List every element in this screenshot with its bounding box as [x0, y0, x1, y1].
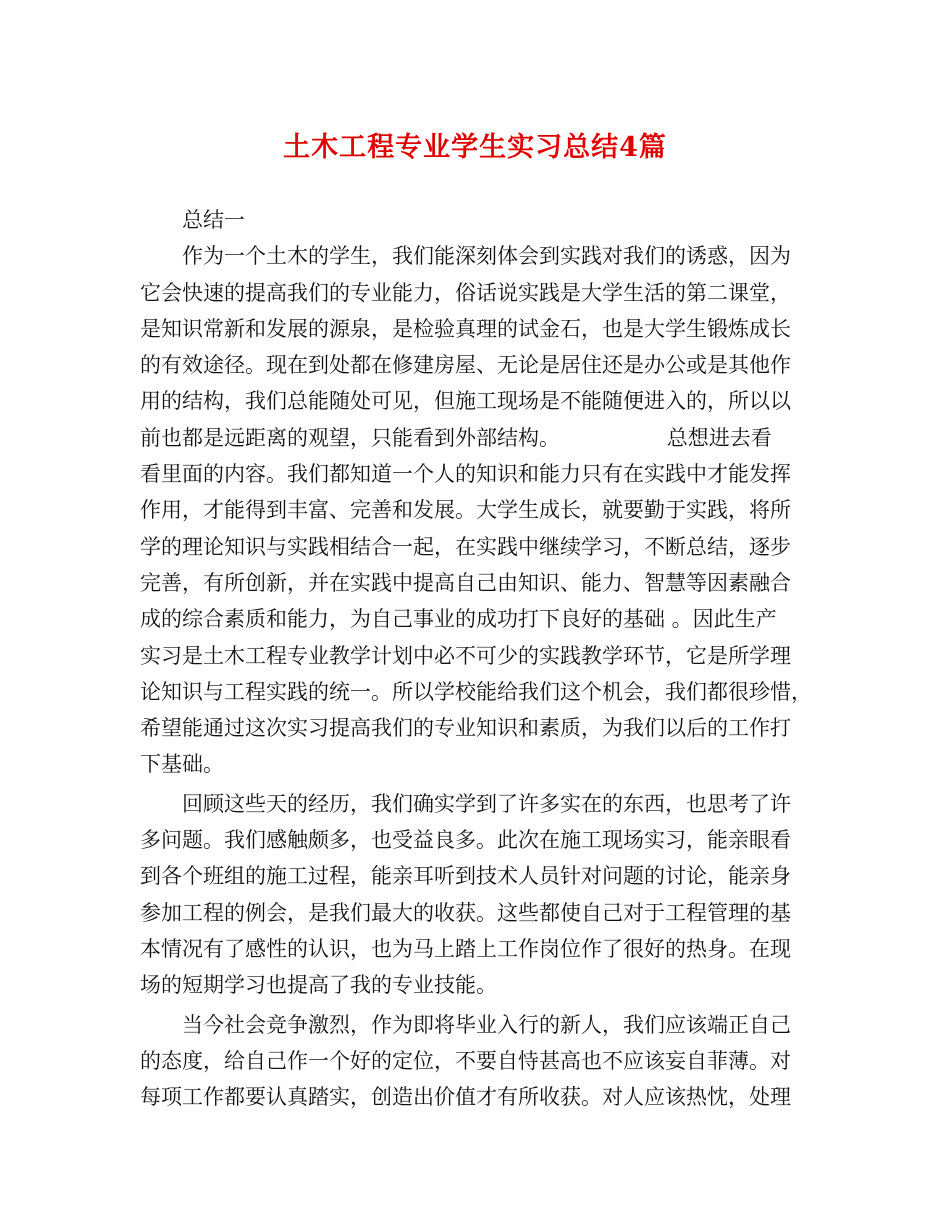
body-line: 每项工作都要认真踏实，创造出价值才有所收获。对人应该热忱，处理: [140, 1085, 791, 1110]
body-line: 当今社会竞争激烈，作为即将毕业入行的新人，我们应该端正自己: [182, 1012, 791, 1037]
body-line: 作为一个土木的学生，我们能深刻体会到实践对我们的诱惑，因为: [182, 244, 791, 269]
body-line: 的态度，给自己作一个好的定位，不要自恃甚高也不应该妄自菲薄。对: [140, 1048, 791, 1073]
body-line: 实习是土木工程专业教学计划中必不可少的实践教学环节，它是所学理: [140, 643, 791, 668]
body-line: 成的综合素质和能力，为自己事业的成功打下良好的基础 。因此生产: [140, 607, 777, 632]
body-line: 希望能通过这次实习提高我们的专业知识和素质，为我们以后的工作打: [140, 716, 791, 741]
body-line: 回顾这些天的经历，我们确实学到了许多实在的东西，也思考了许: [182, 791, 791, 816]
body-line: 论知识与工程实践的统一。所以学校能给我们这个机会，我们都很珍惜，: [140, 679, 812, 704]
body-line: 场的短期学习也提高了我的专业技能。: [140, 973, 497, 998]
document-title: 土木工程专业学生实习总结4篇: [283, 132, 667, 163]
body-line: 的有效途径。现在到处都在修建房屋、无论是居住还是办公或是其他作: [140, 353, 791, 378]
body-line: 参加工程的例会，是我们最大的收获。这些都使自己对于工程管理的基: [140, 900, 791, 925]
body-line: 前也都是远距离的观望，只能看到外部结构。 总想进去看: [140, 425, 772, 450]
body-line: 看里面的内容。我们都知道一个人的知识和能力只有在实践中才能发挥: [140, 462, 791, 487]
document-body: [140, 202, 820, 1115]
section-heading: 总结一: [182, 208, 245, 232]
body-line: 用的结构，我们总能随处可见，但施工现场是不能随便进入的，所以以: [140, 389, 791, 414]
body-line: 它会快速的提高我们的专业能力，俗话说实践是大学生活的第二课堂，: [140, 280, 791, 305]
body-line: 下基础。: [140, 752, 224, 777]
body-line: 本情况有了感性的认识，也为马上踏上工作岗位作了很好的热身。在现: [140, 936, 791, 961]
body-line: 作用，才能得到丰富、完善和发展。大学生成长，就要勤于实践，将所: [140, 498, 791, 523]
body-line: 是知识常新和发展的源泉，是检验真理的试金石，也是大学生锻炼成长: [140, 316, 791, 341]
body-line: 到各个班组的施工过程，能亲耳听到技术人员针对问题的讨论，能亲身: [140, 864, 791, 889]
body-line: 多问题。我们感触颇多，也受益良多。此次在施工现场实习，能亲眼看: [140, 828, 791, 853]
body-line: 学的理论知识与实践相结合一起，在实践中继续学习，不断总结，逐步: [140, 534, 791, 559]
body-line: 完善，有所创新，并在实践中提高自己由知识、能力、智慧等因素融合: [140, 570, 791, 595]
